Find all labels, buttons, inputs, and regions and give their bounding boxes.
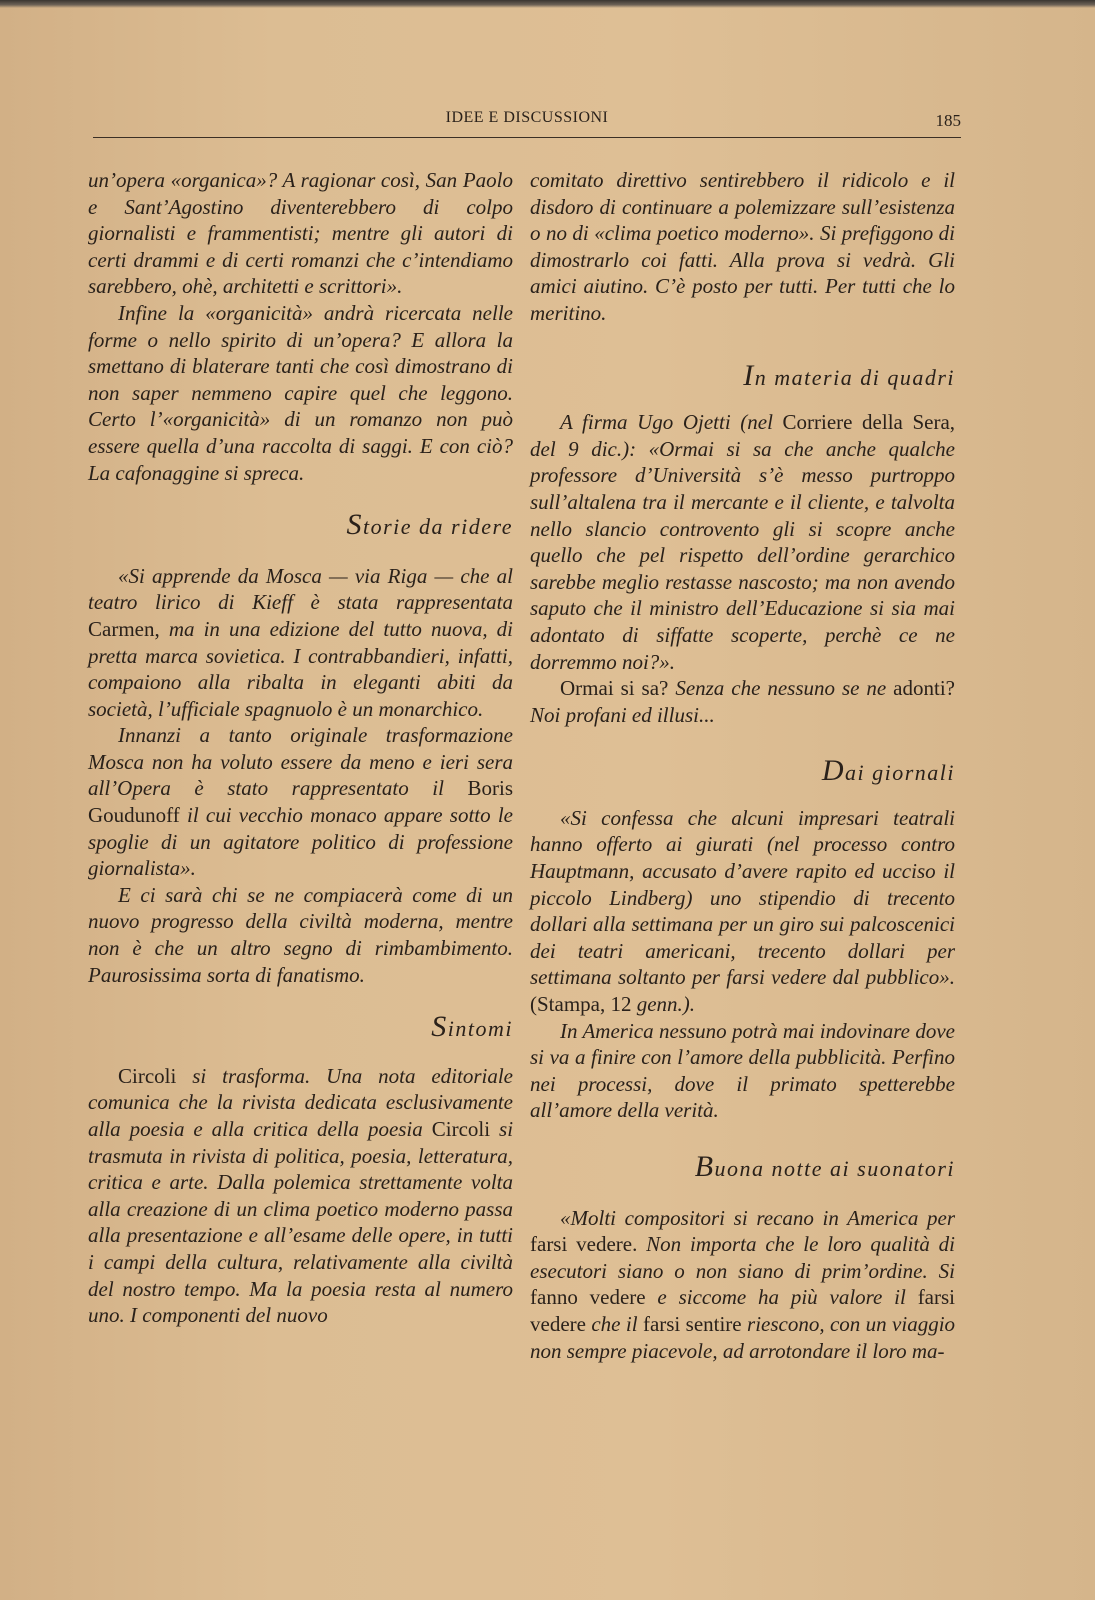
paragraph: «Molti compositori si recano in America per farsi vedere. Non importa che le loro qualità di esecutori siano o non siano di prim’ordine. Si fanno vedere e siccome ha più valore il farsi vedere che il farsi sentire riescono, con un viaggio non sempre piacevole, ad arrotondare il loro ma- — [530, 1205, 956, 1363]
section-heading-buona-notte-ai-suonatori: Buona notte ai suonatori — [694, 1150, 955, 1183]
page-number: 185 — [935, 111, 961, 130]
paragraph: A firma Ugo Ojetti (nel Corriere della Sera, del 9 dic.): «Ormai si sa che anche qualche professore d’Università s’è messo purtroppo sull’altalena tra il mercante e il cliente, e talvolta nello slancio controvento gli si scopre anche quello che pel rispetto dell’ordine gerarchico sarebbe meglio restasse nascosto; ma non avendo saputo che il ministro dell’Educazione si sia mai adontato di siffatte scoperte, perchè ce ne dorremmo noi?». — [530, 410, 956, 674]
section-heading-in-materia-di-quadri: In materia di quadri — [743, 358, 955, 392]
paragraph: E ci sarà chi se ne compiacerà come di un nuovo progresso della civiltà moderna, mentre non è che un altro segno di rimbambimento. Paurosissima sorta di fanatismo. — [88, 882, 513, 987]
section-heading-sintomi: Sintomi — [431, 1010, 513, 1044]
paragraph: In America nessuno potrà mai indovinare dove si va a finire con l’amore della pubblicità. Perfino nei processi, dove il primato spetterebbe all’amore della verità. — [530, 1018, 955, 1123]
paragraph: un’opera «organica»? A ragionar così, San Paolo e Sant’Agostino diventerebbero di colpo giornalisti e frammentisti; mentre gli autori di certi drammi e di certi romanzi che c’intendiamo sarebbero, ohè, architetti e scrittori». — [88, 168, 513, 299]
running-title: IDEE E DISCUSSIONI — [445, 109, 609, 126]
right-column — [530, 167, 955, 1364]
page-header — [93, 107, 961, 137]
paragraph: «Si apprende da Mosca — via Riga — che al teatro lirico di Kieff è stata rappresentata Carmen, ma in una edizione del tutto nuova, di pretta marca sovietica. I contrabbandieri, infatti, compaiono alla ribalta in eleganti abiti da società, l’ufficiale spagnuolo è un monarchico. — [88, 563, 514, 721]
paragraph: Infine la «organicità» andrà ricercata nelle forme o nello spirito di un’opera? E allora la smettano di blaterare tanti che così dimostrano di non saper nemmeno capire quel che leggono. Certo l’«organicità» di un romanzo non può essere quella d’una raccolta di saggi. E con ciò? La cafonaggine si spreca. — [88, 300, 513, 485]
paragraph: Innanzi a tanto originale trasformazione Mosca non ha voluto essere da meno e ieri sera all’Opera è stato rappresentato il Boris Goudunoff il cui vecchio monaco appare sotto le spoglie di un agitatore politico di professione giornalista». — [88, 723, 514, 881]
paragraph: comitato direttivo sentirebbero il ridicolo e il disdoro di continuare a polemizzare sull’esistenza o no di «clima poetico moderno». Si prefiggono di dimostrarlo coi fatti. Alla prova si vedrà. Gli amici aiutino. C’è posto per tutti. Per tutti che lo meritino. — [530, 168, 955, 325]
paragraph: «Si confessa che alcuni impresari teatrali hanno offerto ai giurati (nel processo contro Hauptmann, accusato d’avere rapito ed ucciso il piccolo Lindberg) uno stipendio di trecento dollari alla settimana per un giro sui palcoscenici dei teatri americani, trecento dollari per settimana soltanto per farsi vedere dal pubblico». (Stampa, 12 genn.). — [530, 805, 955, 1017]
section-heading-storie-da-ridere: Storie da ridere — [346, 508, 513, 542]
header-rule — [93, 137, 961, 138]
paragraph: Circoli si trasforma. Una nota editoriale comunica che la rivista dedicata esclusivamente alla poesia e alla critica della poesia Circoli si trasmuta in rivista di politica, poesia, letteratura, critica e arte. Dalla polemica strettamente volta alla creazione di un clima poetico moderno passa alla presentazione e all’esame delle opere, in tutti i campi della cultura, relativamente alla civiltà del nostro tempo. Ma la poesia resta al numero uno. I componenti del nuovo — [88, 1063, 514, 1328]
page-top-edge — [0, 0, 1095, 8]
left-column — [88, 167, 513, 1329]
paragraph: Ormai si sa? Senza che nessuno se ne adonti? Noi profani ed illusi... — [530, 676, 955, 727]
section-heading-dai-giornali: Dai giornali — [821, 754, 955, 788]
